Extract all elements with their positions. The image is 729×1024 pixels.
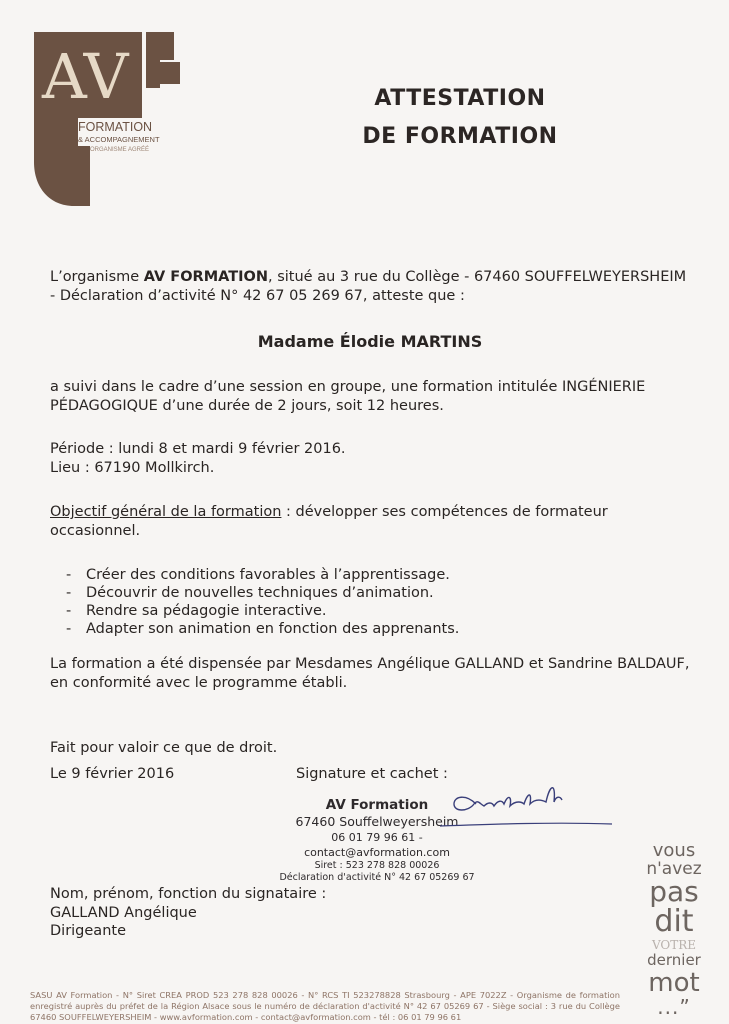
signer-role: Dirigeante [50,923,126,939]
stamp-declaration: Déclaration d'activité N° 42 67 05269 67 [279,872,475,883]
signature-icon [436,774,616,834]
slogan-word: dernier [647,951,701,969]
objective-paragraph [50,503,690,541]
list-item: - Découvrir de nouvelles techniques d’animation. [66,584,686,602]
training-description: a suivi dans le cadre d’une session en groupe, une formation intitulée INGÉNIERIE PÉDAGOGIQUE d’une durée de 2 jours, soit 12 heures. [50,379,646,414]
svg-text:AV: AV [42,40,129,113]
signer-name: GALLAND Angélique [50,904,197,921]
period-dates: Période : lundi 8 et mardi 9 février 2016. [50,441,346,457]
av-formation-logo [34,32,180,206]
intro-paragraph [50,268,690,306]
svg-text:& ACCOMPAGNEMENT: & ACCOMPAGNEMENT [78,135,160,144]
slogan-word: dit [654,904,694,939]
closing-statement: Fait pour valoir ce que de droit. [50,740,278,756]
title-line-1: ATTESTATION [374,86,546,111]
list-item: - Créer des conditions favorables à l’apprentissage. [66,566,686,584]
slogan-word: n'avez [646,859,702,879]
stamp-contact: 06 01 79 96 61 - contact@avformation.com [304,831,450,859]
signature-label: Signature et cachet : [296,766,448,782]
trainers-paragraph: La formation a été dispensée par Mesdames Angélique GALLAND et Sandrine BALDAUF, en conformité avec le programme établi. [50,656,690,691]
objectives-list [66,566,686,638]
signer-block [50,885,326,941]
stamp-siret: Siret : 523 278 828 00026 [314,860,440,871]
slogan-word: mot [648,968,700,998]
period-place: Lieu : 67190 Mollkirch. [50,460,215,476]
legal-footer: SASU AV Formation - N° Siret CREA PROD 523 278 828 00026 - N° RCS TI 523278828 Strasbourg - APE 7022Z - Organisme de formation enregistré auprès du préfet de la Région Alsace sous le numéro de déclaration d'activité N° 42 67 05269 67 - Siège social : 3 rue du Collège 67460 SOUFFELWEYERSHEIM - www.avformation.com - contact@avformation.com - tél : 06 01 79 96 61 [30,990,620,1022]
handwritten-signature [436,774,616,834]
slogan-word: ...” [657,995,691,1019]
title-line-2: DE FORMATION [362,124,558,149]
stamp-city: 67460 Souffelweyersheim [295,814,459,829]
signer-label: Nom, prénom, fonction du signataire : [50,886,327,902]
objective-text: : développer ses compétences de formateur occasionnel. [50,504,608,539]
period-block [50,440,690,478]
svg-text:ORGANISME AGRÉÉ: ORGANISME AGRÉÉ [90,147,150,153]
document-date: Le 9 février 2016 [50,766,175,782]
objective-label: Objectif général de la formation [50,504,282,520]
intro-prefix: L’organisme [50,269,144,285]
slogan-word: pas [649,875,699,908]
logo-graphic [34,32,180,206]
slogan-word: vous [652,840,696,861]
org-name: AV FORMATION [143,269,268,285]
list-item: - Adapter son animation en fonction des apprenants. [66,620,686,638]
intro-suffix: , situé au 3 rue du Collège - 67460 SOUFFELWEYERSHEIM - Déclaration d’activité N° 42 67 05 269 67, atteste que : [50,269,687,304]
list-item: - Rendre sa pédagogie interactive. [66,602,686,620]
stamp-company: AV Formation [325,797,429,813]
document-title [300,80,620,156]
trainee-name: Madame Élodie MARTINS [257,332,483,351]
svg-text:FORMATION: FORMATION [78,120,153,134]
slogan [628,842,720,1017]
slogan-word: VOTRE [651,938,697,952]
